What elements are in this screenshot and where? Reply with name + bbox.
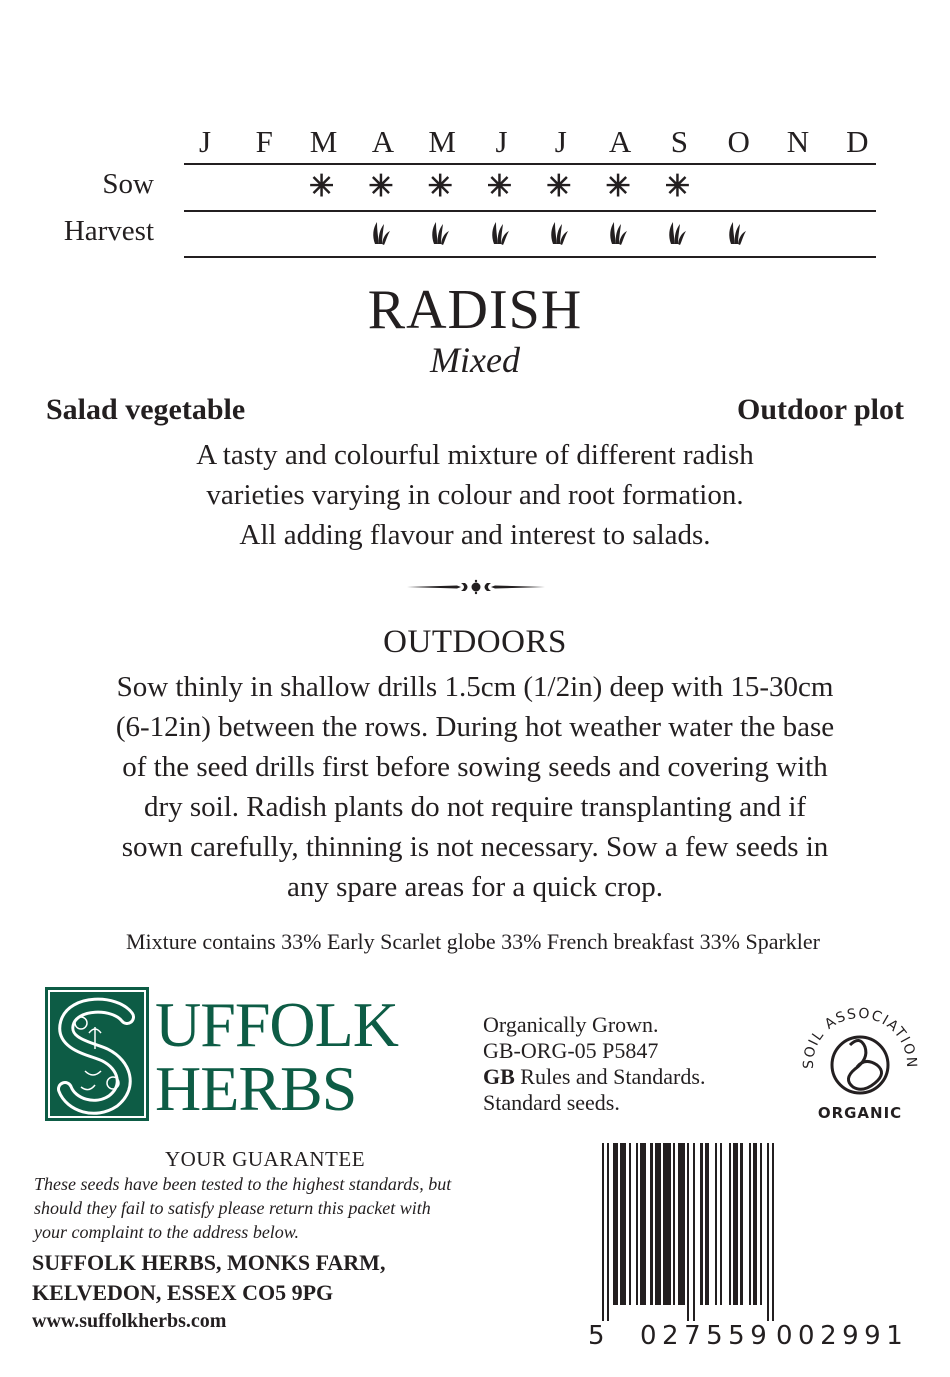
address-line: SUFFOLK HERBS, MONKS FARM, — [32, 1250, 386, 1275]
illuminated-s-icon — [45, 987, 149, 1121]
svg-text:ORGANIC: ORGANIC — [817, 1104, 903, 1122]
company-address — [32, 1248, 385, 1308]
guarantee-line: These seeds have been tested to the highest standards, but — [34, 1174, 452, 1194]
description-line: All adding flavour and interest to salads. — [239, 519, 711, 551]
product-name: RADISH — [367, 279, 583, 341]
description-line: A tasty and colourful mixture of different radish — [196, 439, 754, 471]
leaf-icon — [485, 220, 515, 248]
harvest-row-label: Harvest — [63, 215, 154, 247]
website-link[interactable]: www.suffolkherbs.com — [32, 1310, 227, 1332]
mixture-composition: Mixture contains 33% Early Scarlet globe 33% French breakfast 33% Sparkler — [125, 929, 820, 954]
organic-line: Organically Grown. — [483, 1012, 659, 1037]
asterisk-icon: ✳ — [546, 170, 572, 203]
product-variety: Mixed — [430, 340, 520, 380]
month-label: S — [670, 124, 689, 159]
sow-row-label: Sow — [102, 168, 154, 200]
calendar-rule — [184, 163, 876, 165]
month-label: M — [309, 124, 338, 159]
organic-line: GB Rules and Standards. — [483, 1064, 706, 1089]
asterisk-icon: ✳ — [605, 170, 631, 203]
month-label: O — [727, 124, 750, 159]
instruction-line: sown carefully, thinning is not necessary. Sow a few seeds in — [121, 831, 829, 863]
product-description — [0, 435, 950, 555]
suffolk-herbs-logo — [45, 987, 435, 1125]
instruction-line: dry soil. Radish plants do not require transplanting and if — [143, 791, 807, 823]
month-label: A — [371, 124, 395, 159]
instruction-line: Sow thinly in shallow drills 1.5cm (1/2in) deep with 15-30cm — [116, 671, 834, 703]
asterisk-icon: ✳ — [664, 170, 690, 203]
barcode — [588, 1143, 909, 1353]
description-line: varieties varying in colour and root formation. — [206, 479, 744, 511]
asterisk-icon: ✳ — [427, 170, 453, 203]
barcode-digit-prefix: 5 — [588, 1321, 605, 1351]
guarantee-line: should they fail to satisfy please return this packet with — [34, 1198, 431, 1218]
outdoors-instructions — [0, 667, 950, 907]
guarantee-text — [34, 1172, 451, 1244]
asterisk-icon: ✳ — [486, 170, 513, 203]
svg-text:SOIL ASSOCIATION: SOIL ASSOCIATION — [800, 1005, 920, 1070]
gb-mark: GB — [483, 1064, 515, 1089]
month-label: M — [428, 124, 456, 159]
outdoors-heading: OUTDOORS — [383, 624, 567, 660]
logo-text-herbs: HERBS — [155, 1053, 357, 1124]
leaf-icon — [603, 220, 633, 248]
leaf-icon — [722, 220, 752, 248]
month-label: F — [255, 124, 273, 159]
product-category: Salad vegetable — [46, 393, 246, 426]
calendar-rule — [184, 256, 876, 258]
leaf-icon — [544, 220, 574, 248]
asterisk-icon: ✳ — [309, 170, 335, 203]
instruction-line: any spare areas for a quick crop. — [286, 871, 663, 903]
instruction-line: (6-12in) between the rows. During hot weather water the base — [115, 711, 835, 743]
month-label: N — [786, 124, 810, 159]
organic-line: Standard seeds. — [483, 1090, 620, 1115]
barcode-bars-icon — [588, 1143, 888, 1321]
organic-certification — [483, 1012, 705, 1116]
leaf-icon — [366, 220, 396, 248]
month-label: J — [554, 124, 567, 159]
month-label: J — [198, 124, 212, 159]
calendar-rule — [184, 210, 876, 212]
barcode-digits-right: 002991 — [776, 1321, 909, 1351]
leaf-icon — [425, 220, 455, 248]
asterisk-icon: ✳ — [368, 170, 394, 203]
certification-code: GB-ORG-05 P5847 — [483, 1038, 659, 1063]
ornament-divider-icon — [405, 578, 547, 596]
product-location: Outdoor plot — [737, 393, 904, 426]
logo-text-uffolk: UFFOLK — [155, 989, 398, 1060]
leaf-icon — [662, 220, 692, 248]
address-line: KELVEDON, ESSEX CO5 9PG — [32, 1280, 334, 1305]
instruction-line: of the seed drills first before sowing seeds and covering with — [122, 751, 828, 783]
guarantee-line: your complaint to the address below. — [34, 1222, 299, 1242]
guarantee-heading: YOUR GUARANTEE — [164, 1147, 366, 1171]
soil-association-organic-icon — [795, 995, 925, 1125]
barcode-digits-left: 027559 — [640, 1321, 773, 1351]
month-label: D — [846, 124, 869, 159]
month-label: J — [495, 124, 508, 159]
month-label: A — [608, 124, 632, 159]
